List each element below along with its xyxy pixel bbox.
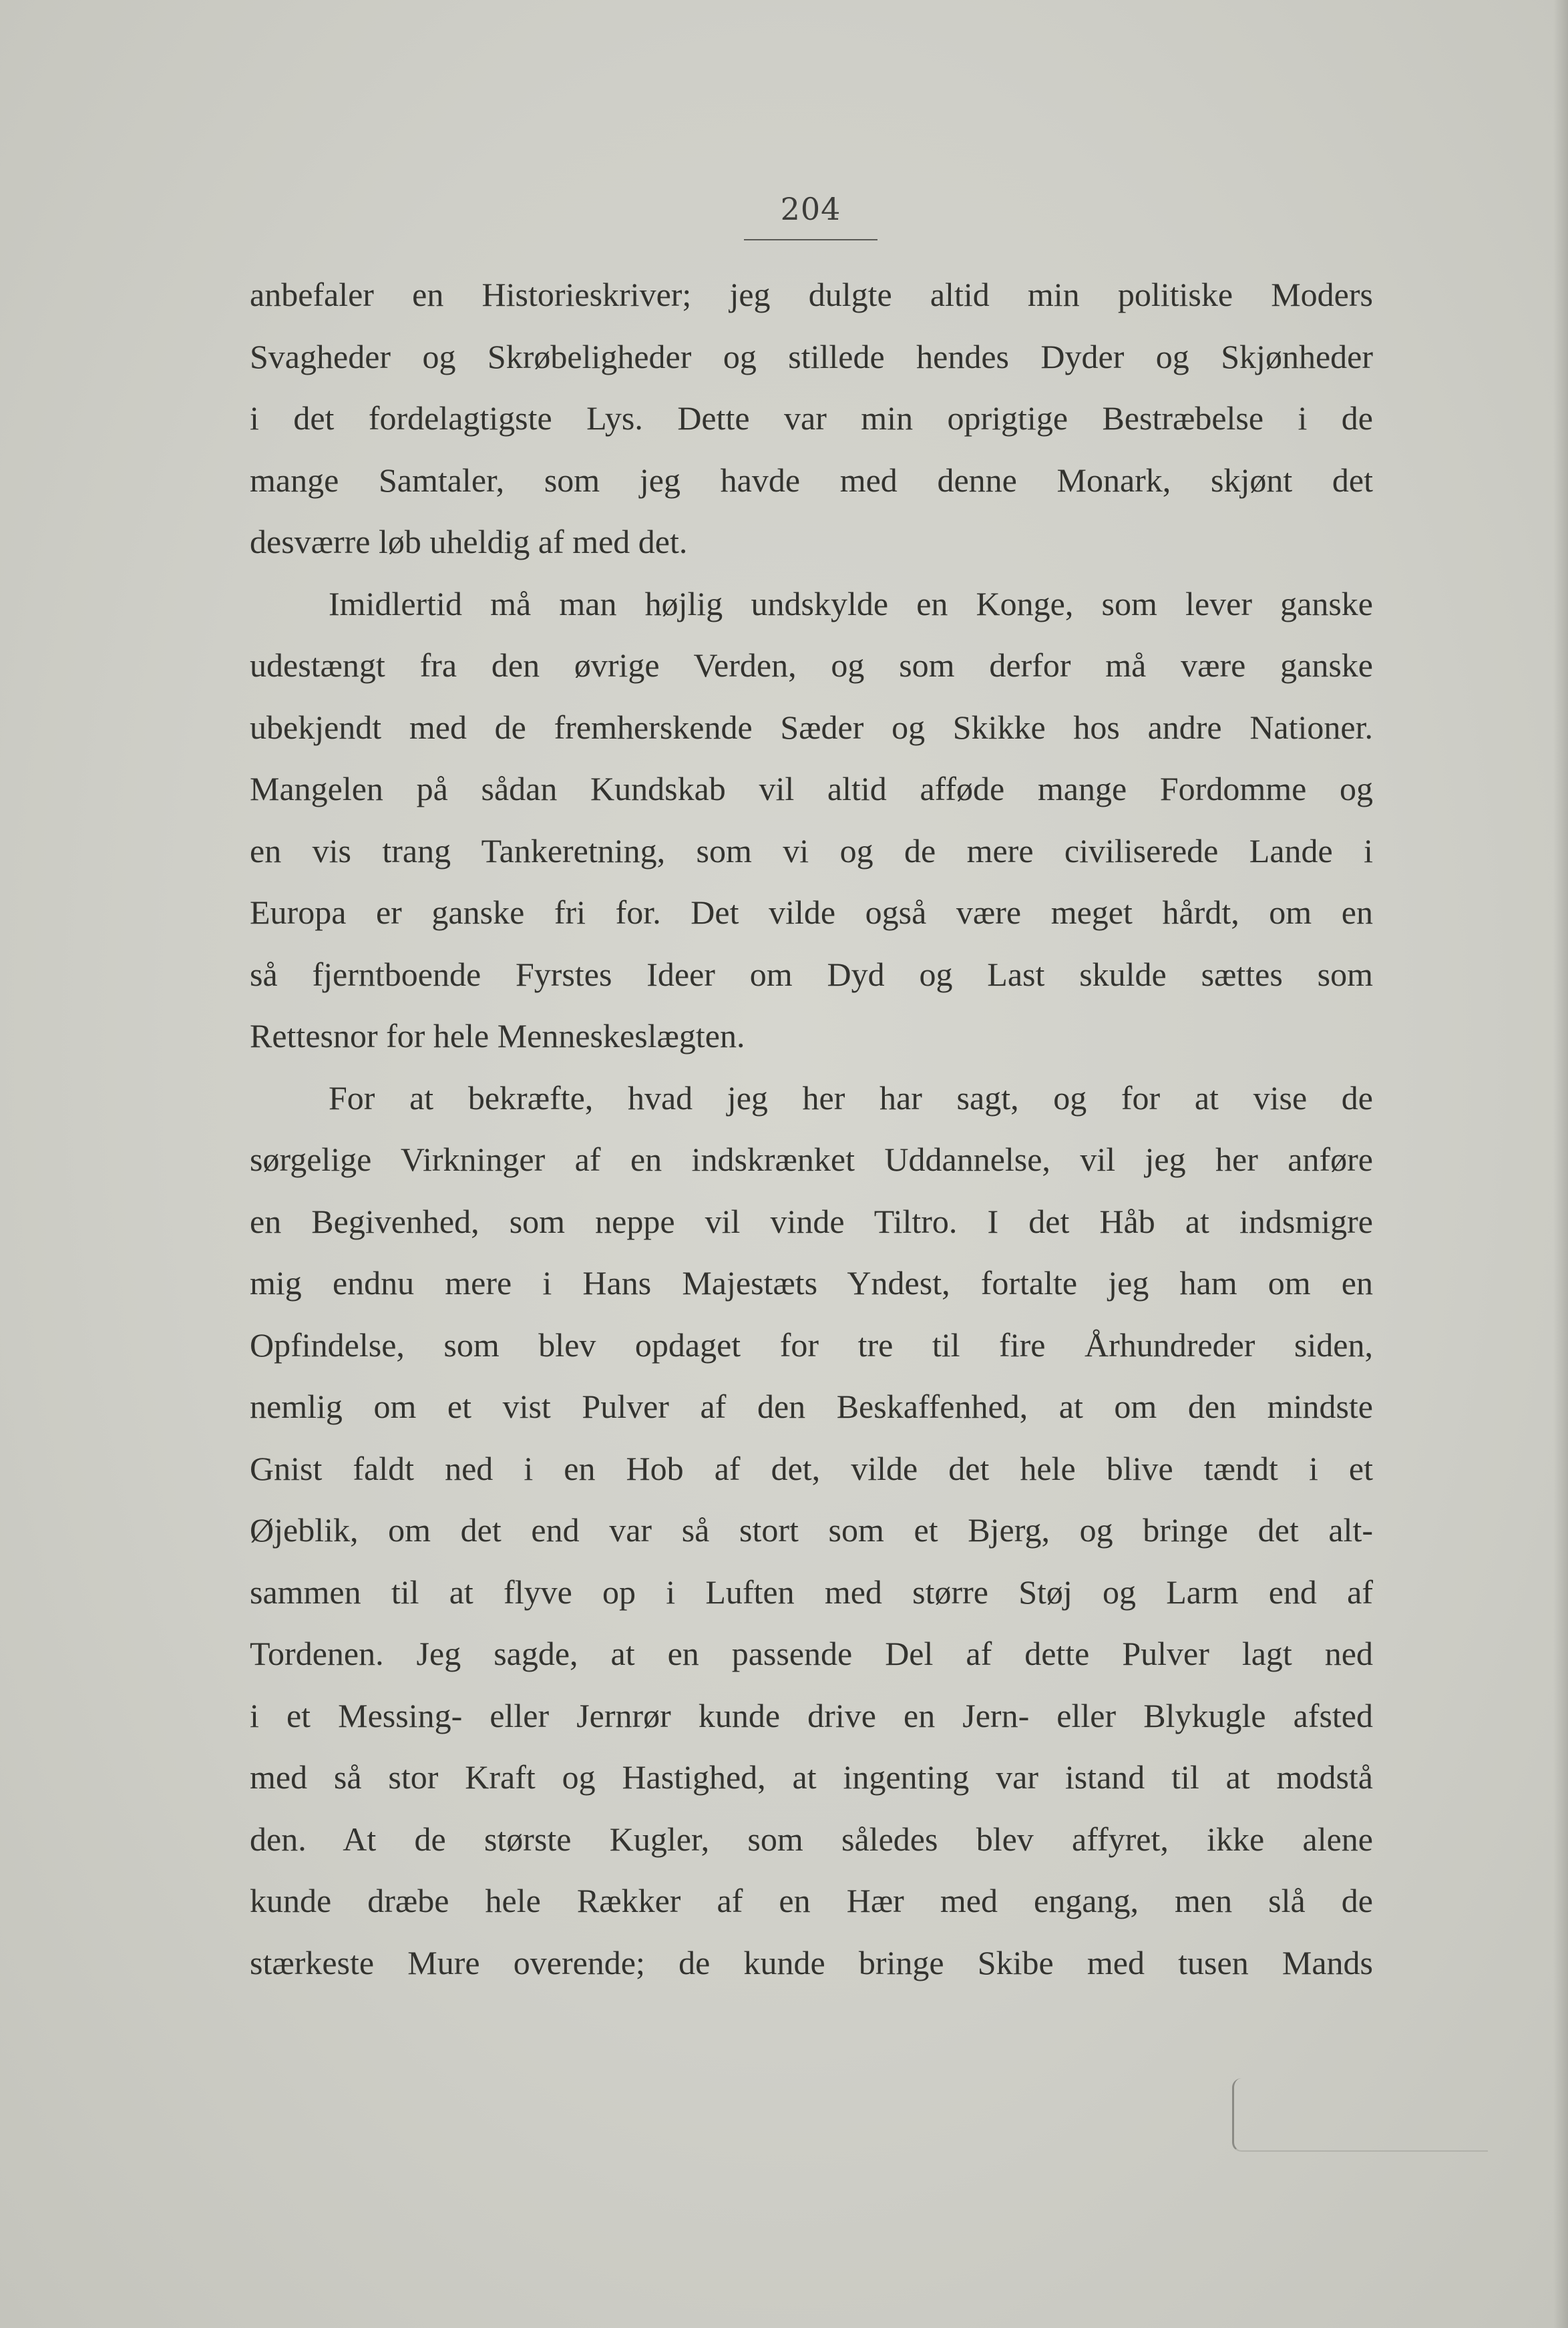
text-line: Opfindelse, som blev opdaget for tre til fire Århundreder siden, bbox=[250, 1326, 1373, 1364]
text-line: ubekjendt med de fremherskende Sæder og Skikke hos andre Nationer. bbox=[250, 708, 1373, 746]
text-line: Rettesnor for hele Menneskeslægten. bbox=[250, 1017, 745, 1054]
text-line: Tordenen. Jeg sagde, at en passende Del af dette Pulver lagt ned bbox=[250, 1635, 1373, 1672]
text-line: Europa er ganske fri for. Det vilde også være meget hårdt, om en bbox=[250, 894, 1373, 931]
text-line: desværre løb uheldig af med det. bbox=[250, 523, 688, 560]
body-text bbox=[250, 264, 1373, 1993]
text-line: Mangelen på sådan Kundskab vil altid afføde mange Fordomme og bbox=[250, 770, 1373, 807]
text-line: sørgelige Virkninger af en indskrænket Uddannelse, vil jeg her anføre bbox=[250, 1141, 1373, 1178]
text-line: i et Messing- eller Jernrør kunde drive en Jern- eller Blykugle afsted bbox=[250, 1696, 1373, 1734]
page-edge-shadow bbox=[1553, 0, 1568, 2328]
text-line: mange Samtaler, som jeg havde med denne Monark, skjønt det bbox=[250, 461, 1373, 499]
text-line: Gnist faldt ned i en Hob af det, vilde det hele blive tændt i et bbox=[250, 1449, 1373, 1487]
paragraph-1 bbox=[250, 264, 1373, 573]
text-line: i det fordelagtigste Lys. Dette var min oprigtige Bestræbelse i de bbox=[250, 399, 1373, 437]
text-line: Imidlertid må man højlig undskylde en Konge, som lever ganske bbox=[329, 584, 1373, 622]
catchword-bracket bbox=[1232, 2078, 1488, 2152]
paragraph-3 bbox=[250, 1067, 1373, 1994]
text-line: med så stor Kraft og Hastighed, at ingenting var istand til at modstå bbox=[250, 1758, 1373, 1796]
page-number: 204 bbox=[780, 191, 841, 227]
text-line: en vis trang Tankeretning, som vi og de mere civiliserede Lande i bbox=[250, 831, 1373, 869]
text-line: så fjerntboende Fyrstes Ideer om Dyd og Last skulde sættes som bbox=[250, 955, 1373, 993]
text-line: kunde dræbe hele Rækker af en Hær med engang, men slå de bbox=[250, 1882, 1373, 1919]
text-line: sammen til at flyve op i Luften med større Støj og Larm end af bbox=[250, 1573, 1373, 1611]
text-line: udestængt fra den øvrige Verden, og som derfor må være ganske bbox=[250, 646, 1373, 684]
text-line: stærkeste Mure overende; de kunde bringe Skibe med tusen Mands bbox=[250, 1943, 1373, 1981]
text-line: en Begivenhed, som neppe vil vinde Tiltro. I det Håb at indsmigre bbox=[250, 1202, 1373, 1240]
text-line: nemlig om et vist Pulver af den Beskaffenhed, at om den mindste bbox=[250, 1388, 1373, 1425]
text-line: anbefaler en Historieskriver; jeg dulgte altid min politiske Moders bbox=[250, 276, 1373, 313]
text-line: Øjeblik, om det end var så stort som et Bjerg, og bringe det alt- bbox=[250, 1511, 1373, 1549]
text-line: mig endnu mere i Hans Majestæts Yndest, fortalte jeg ham om en bbox=[250, 1264, 1373, 1302]
paragraph-2 bbox=[250, 573, 1373, 1067]
page-number-rule bbox=[744, 239, 877, 240]
text-line: den. At de største Kugler, som således blev affyret, ikke alene bbox=[250, 1820, 1373, 1858]
text-line: For at bekræfte, hvad jeg her har sagt, og for at vise de bbox=[329, 1079, 1373, 1117]
text-line: Svagheder og Skrøbeligheder og stillede hendes Dyder og Skjønheder bbox=[250, 337, 1373, 375]
